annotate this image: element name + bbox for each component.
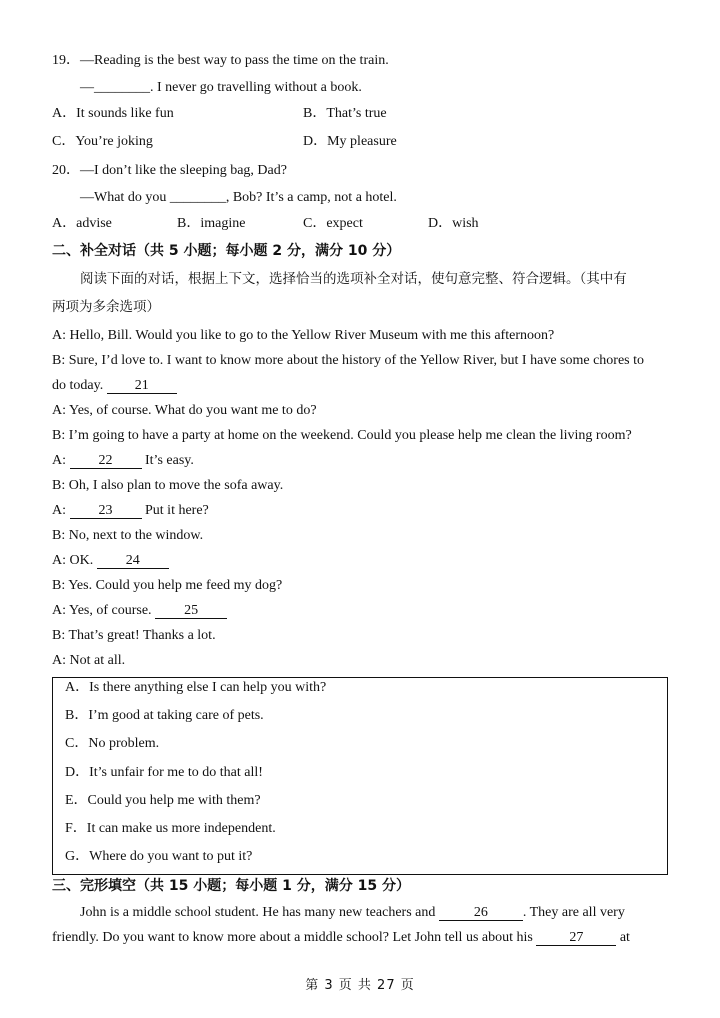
choice-f: F．It can make us more independent. bbox=[65, 821, 276, 836]
section2-instruction-1: 阅读下面的对话，根据上下文，选择恰当的选项补全对话，使句意完整、符合逻辑。（其中有 bbox=[80, 271, 627, 287]
q19-option-a: A．It sounds like fun bbox=[52, 106, 174, 121]
dialogue-line-11: B: Yes. Could you help me feed my dog? bbox=[52, 578, 283, 593]
dialogue-line-13: B: That’s great! Thanks a lot. bbox=[52, 628, 216, 643]
choice-b: B．I’m good at taking care of pets. bbox=[65, 708, 264, 723]
section2-heading: 二、补全对话（共 5 小题；每小题 2 分，满分 10 分） bbox=[52, 243, 401, 259]
blank-24: 24 bbox=[97, 553, 169, 569]
dialogue-line-3: do today. 21 bbox=[52, 377, 177, 395]
blank-23: 23 bbox=[70, 503, 142, 519]
section2-instruction-2: 两项为多余选项） bbox=[52, 299, 160, 315]
choice-c: C．No problem. bbox=[65, 736, 160, 751]
q20-option-b: B．imagine bbox=[177, 216, 246, 231]
cloze-line-1: John is a middle school student. He has many new teachers and 26 . They are all very bbox=[80, 905, 625, 920]
q20-option-d: D．wish bbox=[428, 216, 479, 231]
choice-g: G．Where do you want to put it? bbox=[65, 849, 253, 864]
dialogue-line-9: B: No, next to the window. bbox=[52, 528, 204, 543]
page-footer: 第 3 页 共 27 页 bbox=[305, 978, 415, 993]
dialogue-line-1: A: Hello, Bill. Would you like to go to the Yellow River Museum with me this afternoon? bbox=[52, 328, 555, 343]
q20-reply: —What do you ________, Bob? It’s a camp, not a hotel. bbox=[80, 190, 397, 205]
dialogue-line-2: B: Sure, I’d love to. I want to know more about the history of the Yellow River, but I have some chores to bbox=[52, 353, 645, 368]
q19-option-d: D．My pleasure bbox=[303, 134, 397, 149]
dialogue-line-6: A: 22 It’s easy. bbox=[52, 453, 194, 468]
blank-26: 26 bbox=[439, 905, 523, 921]
dialogue-line-10: A: OK. 24 bbox=[52, 552, 169, 570]
choice-a: A．Is there anything else I can help you with? bbox=[65, 680, 327, 695]
q19-reply: —________. I never go travelling without a book. bbox=[80, 80, 362, 95]
q20-option-a: A．advise bbox=[52, 216, 112, 231]
blank-21: 21 bbox=[107, 378, 177, 394]
blank-22: 22 bbox=[70, 453, 142, 469]
q20-option-c: C．expect bbox=[303, 216, 363, 231]
dialogue-line-4: A: Yes, of course. What do you want me to do? bbox=[52, 403, 317, 418]
cloze-line-2: friendly. Do you want to know more about a middle school? Let John tell us about his 27 at bbox=[52, 930, 630, 945]
dialogue-line-8: A: 23 Put it here? bbox=[52, 503, 209, 518]
dialogue-line-5: B: I’m going to have a party at home on the weekend. Could you please help me clean the living room? bbox=[52, 428, 632, 443]
dialogue-line-12: A: Yes, of course. 25 bbox=[52, 602, 227, 620]
q19-stem: 19．—Reading is the best way to pass the time on the train. bbox=[52, 53, 389, 68]
q19-option-b: B．That’s true bbox=[303, 106, 387, 121]
q20-stem: 20．—I don’t like the sleeping bag, Dad? bbox=[52, 163, 287, 178]
choice-e: E．Could you help me with them? bbox=[65, 793, 261, 808]
q19-option-c: C．You’re joking bbox=[52, 134, 153, 149]
blank-25: 25 bbox=[155, 603, 227, 619]
dialogue-line-14: A: Not at all. bbox=[52, 653, 126, 668]
blank-27: 27 bbox=[536, 930, 616, 946]
dialogue-line-7: B: Oh, I also plan to move the sofa away. bbox=[52, 478, 284, 493]
section3-heading: 三、完形填空（共 15 小题；每小题 1 分，满分 15 分） bbox=[52, 878, 410, 894]
choice-d: D．It’s unfair for me to do that all! bbox=[65, 765, 263, 780]
